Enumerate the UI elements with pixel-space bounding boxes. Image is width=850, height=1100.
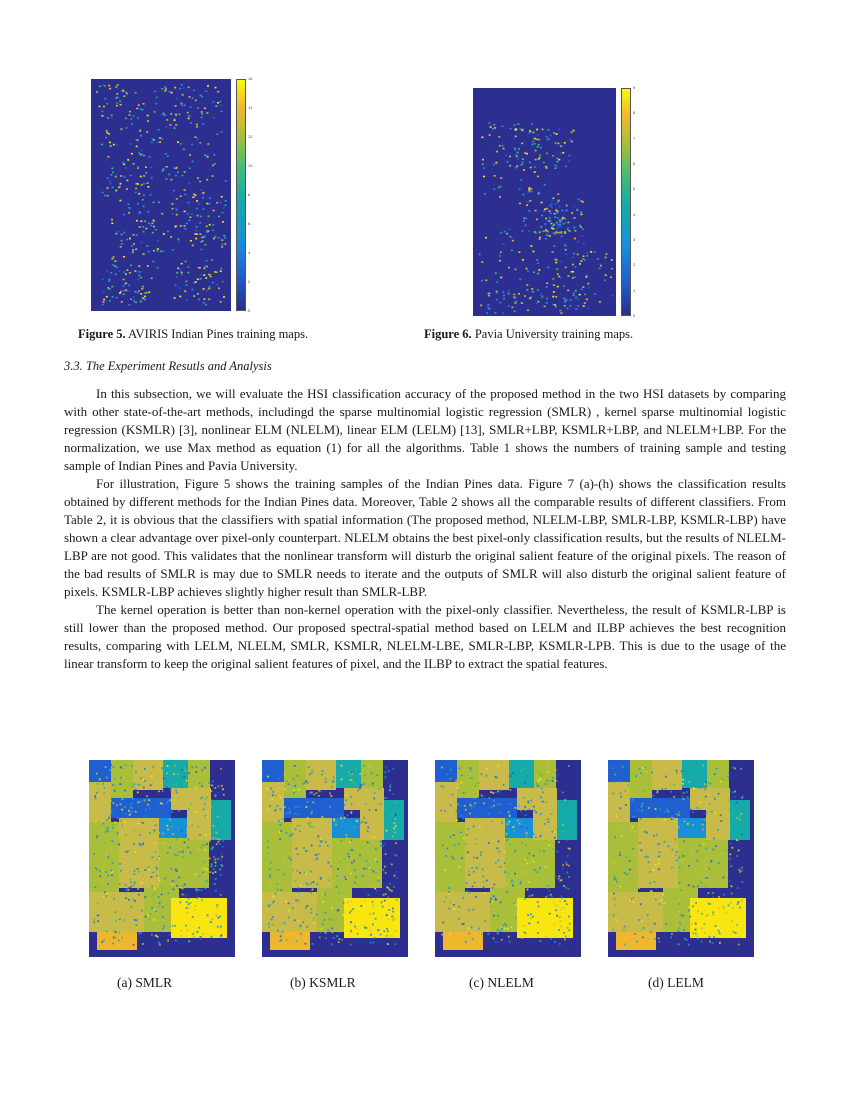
figure-6-colorbar-tick-6: 6 <box>633 161 636 166</box>
figure-6-colorbar-tick-7: 7 <box>633 135 636 141</box>
section-heading: 3.3. The Experiment Resutls and Analysis <box>64 359 272 373</box>
figure-5-colorbar-tick-10: 10 <box>248 163 253 168</box>
classification-map-lelm <box>608 760 754 957</box>
panel-label-lelm: (d) LELM <box>648 975 704 990</box>
figure-6-caption-text: Pavia University training maps. <box>471 327 634 341</box>
figure-5-colorbar-tick-8: 8 <box>248 192 251 197</box>
paragraph-1: In this subsection, we will evaluate the HSI classification accuracy of the proposed method in the two HSI datasets by comparing with other state-of-the-art methods, includingd the sparse multinomial logistic regression (SMLR) , kernel sparse multinomial logistic regression (KSMLR) [3], nonlinear ELM (NLELM), linear ELM (LELM) [13], SMLR+LBP, KSMLR+LBP, and NLELM+LBP. For the normalization, we use Max method as equation (1) for all the algorithms. Table 1 shows the numbers of training sample and testing sample of Indian Pines and Pavia University. <box>64 386 786 473</box>
panel-label-ksmlr: (b) KSMLR <box>290 975 356 990</box>
figure-5-colorbar-tick-4: 4 <box>248 250 251 255</box>
classification-map-smlr <box>89 760 235 957</box>
figure-6-colorbar-tick-9: 9 <box>633 85 636 90</box>
panel-label-smlr: (a) SMLR <box>117 975 173 990</box>
figure-6-caption <box>424 326 633 342</box>
figure-6-colorbar-tick-4: 4 <box>633 211 636 217</box>
figure-6-colorbar <box>621 88 631 316</box>
figure-6-colorbar-tick-1: 1 <box>633 287 636 293</box>
figure-5-colorbar-tick-2: 2 <box>248 279 251 284</box>
figure-5-colorbar-tick-12: 12 <box>248 134 253 139</box>
pavia-university-training-map <box>473 88 616 316</box>
paragraph-2: For illustration, Figure 5 shows the training samples of the Indian Pines data. Figure 7 (a)-(h) shows the classification results obtained by different methods for the Indian Pines data. Moreover, Table 2 shows all the comparable results of different classifiers. From Table 2, it is obvious that the classifiers with spatial information (The proposed method, NLELM-LBP, SMLR-LBP, KSMLR-LBP) have shown a clear advantage over pixel-only counterpart. NLELM obtains the best pixel-only classification results, but the results of NLELM-LBP are not good. This validates that the nonlinear transform will disturb the original salient feature of the original pixels. The reason of the bad results of SMLR is may due to SMLR needs to iterate and the outputs of SMLR will also disturb the original salient feature of pixels. KSMLR-LBP achieves slightly higher result than SMLR-LBP. <box>64 476 786 599</box>
figure-5-caption <box>78 326 308 342</box>
panel-label-nlelm: (c) NLELM <box>469 975 534 990</box>
classification-map-ksmlr <box>262 760 408 957</box>
figure-5-colorbar-tick-16: 16 <box>248 76 253 81</box>
figure-5-colorbar-tick-14: 14 <box>248 105 253 110</box>
figure-6-colorbar-tick-3: 3 <box>633 237 636 242</box>
indian-pines-training-map <box>91 79 231 311</box>
figure-5-colorbar-tick-0: 0 <box>248 308 251 313</box>
figure-6-colorbar-tick-2: 2 <box>633 262 636 268</box>
paragraph-3: The kernel operation is better than non-kernel operation with the pixel-only classifier. Nevertheless, the result of KSMLR-LBP is still lower than the proposed method. Our proposed spectral-spatial method based on LELM and ILBP achieves the best recognition results, comparing with LELM, NLELM, SMLR, KSMLR, NLELM-LBE, SMLR-LBP, KSMLR-LPB. This is due to the usage of the linear transform to keep the original salient features of pixel, and the ILBP to extract the spatial features. <box>64 602 786 671</box>
figure-6-colorbar-tick-0: 0 <box>633 313 636 318</box>
classification-map-nlelm <box>435 760 581 957</box>
figure-5-colorbar <box>236 79 246 311</box>
figure-6-colorbar-tick-5: 5 <box>633 186 636 192</box>
figure-5-number: Figure 5. <box>78 327 126 341</box>
body-text <box>64 385 786 673</box>
figure-6-number: Figure 6. <box>424 327 472 341</box>
figure-5-colorbar-tick-6: 6 <box>248 221 251 226</box>
figure-6-colorbar-tick-8: 8 <box>633 110 636 116</box>
figure-5-caption-text: AVIRIS Indian Pines training maps. <box>125 327 309 341</box>
